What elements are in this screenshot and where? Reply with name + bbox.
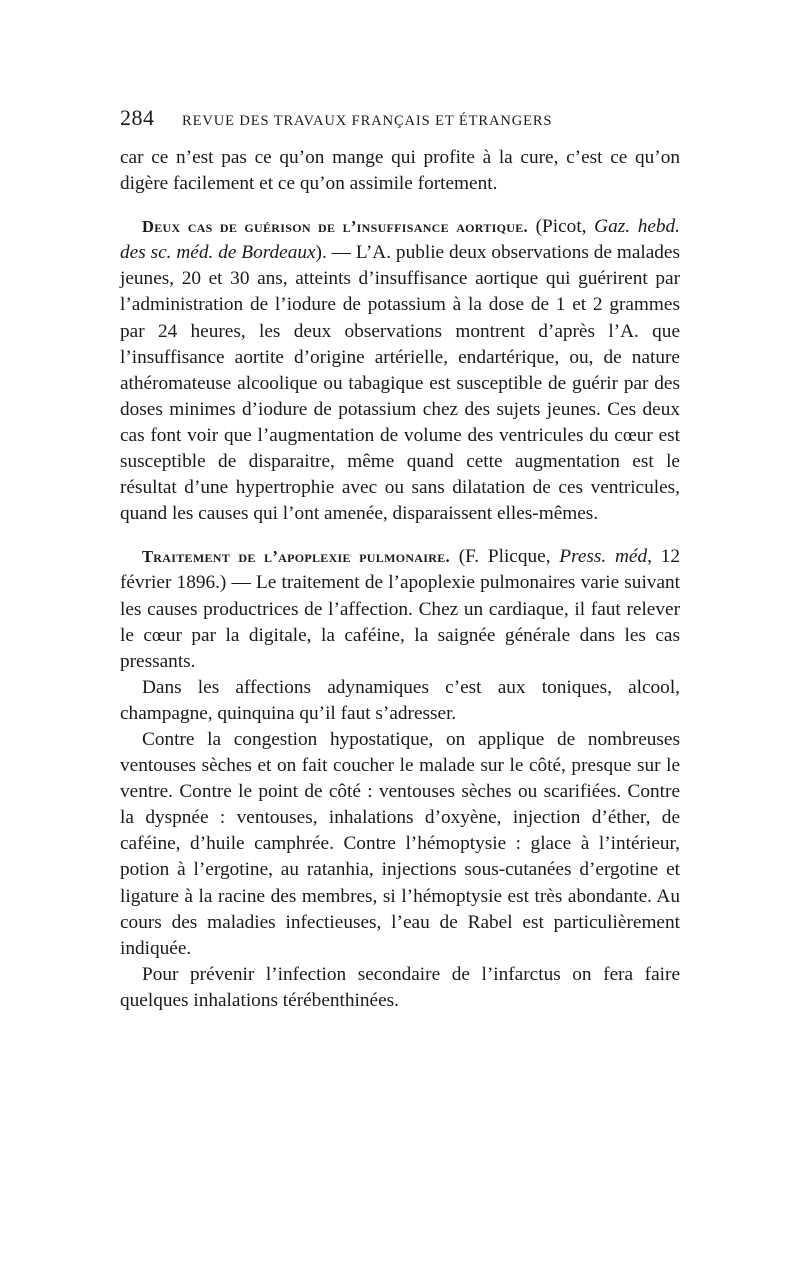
page-header [120, 105, 680, 139]
journal-name: Gaz. hebd. des sc. méd. de Bordeaux [120, 216, 680, 264]
article-deux-cas [120, 214, 680, 527]
article-apoplexie [120, 544, 680, 674]
article-heading: Traitement de l’apoplexie pulmonaire. [142, 547, 450, 567]
article-source: (Picot, [527, 216, 595, 238]
article-body: Le traitement de l’apoplexie pulmonaires varie suivant les causes productrices de l’affection. Chez un cardiaque, il faut relever le cœur par la digitale, la caféine, la saignée générale dans les cas pressants. [120, 572, 680, 672]
intro-paragraph: car ce n’est pas ce qu’on mange qui profite à la cure, c’est ce qu’on digère facilement et ce qu’on assimile fortement. [120, 147, 680, 195]
paragraph: Dans les affections adynamiques c’est aux toniques, alcool, champagne, quinquina qu’il faut s’adresser. [120, 676, 680, 724]
paragraph: Contre la congestion hypostatique, on applique de nombreuses ventouses sèches et on fait coucher le malade sur le côté, presque sur le ventre. Contre le point de côté : ventouses sèches ou scarifiées. Contre la dyspnée : ventouses, inhalations d’oxyène, injection d’éther, de caféine, d’huile camphrée. Contre l’hémoptysie : glace à l’intérieur, potion à l’ergotine, au ratanhia, injections sous-cutanées d’ergotine et ligature à la racine des membres, si l’hémoptysie est très abondante. Au cours des maladies infectieuses, l’eau de Rabel est particulièrement indiquée. [120, 728, 680, 959]
page-body [120, 145, 680, 1014]
article-source-end: ). — [315, 242, 356, 264]
article-body: L’A. publie deux observations de malades jeunes, 20 et 30 ans, atteints d’insuffisance aortique qui guérirent par l’administration de l’iodure de potassium à la dose de 1 et 2 grammes par 24 heures, les deux observations montrent d’après l’A. que l’insuffisance aortite d’origine artérielle, endartérique, ou, de nature athéromateuse alcoolique ou tabagique est susceptible de guérir par des doses minimes d’iodure de potassium chez des sujets jeunes. Ces deux cas font voir que l’augmentation de volume des ventricules du cœur est susceptible de disparaitre, même quand cette augmentation est le résultat d’une hypertrophie avec ou sans dilatation de ces ventricules, quand les causes qui l’ont amenée, disparaissent elles-mêmes. [120, 242, 680, 525]
paragraph: Pour prévenir l’infection secondaire de l’infarctus on fera faire quelques inhalations térébenthinées. [120, 963, 680, 1011]
journal-name: Press. méd [559, 546, 648, 568]
article-source-end: , 12 février 1896.) — [120, 546, 680, 594]
article-source: (F. Plicque, [449, 546, 560, 568]
book-page [120, 105, 680, 1014]
page-number: 284 [120, 105, 155, 130]
running-title: REVUE DES TRAVAUX FRANÇAIS ET ÉTRANGERS [182, 113, 553, 129]
article-heading: Deux cas de guérison de l’insuffisance aortique. [142, 217, 528, 237]
